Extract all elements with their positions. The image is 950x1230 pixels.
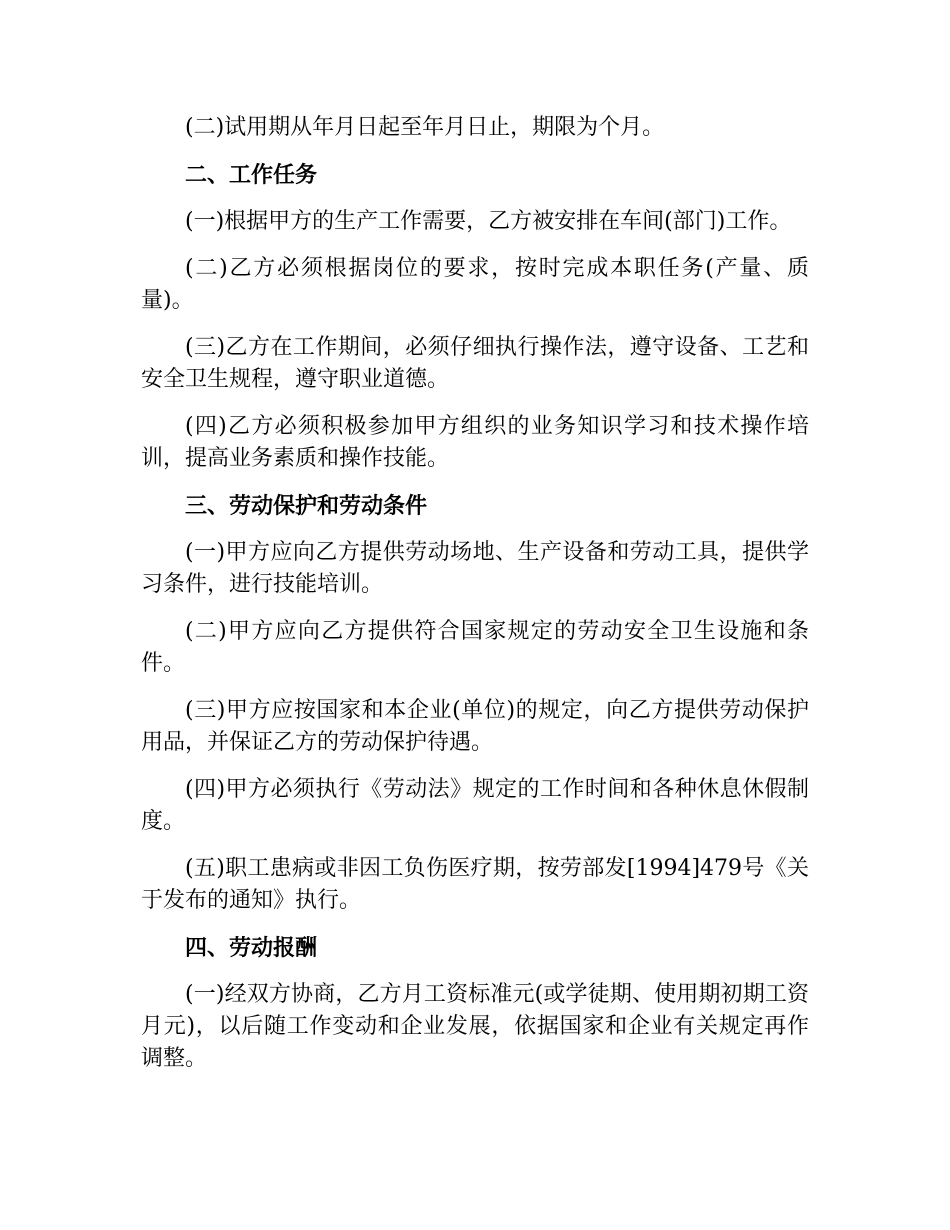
clause-training: (四)乙方必须积极参加甲方组织的业务知识学习和技术操作培训，提高业务素质和操作技能。 [141, 414, 809, 471]
section-heading-labor-protection: 三、劳动保护和劳动条件 [185, 493, 428, 519]
document-page [141, 112, 809, 1090]
clause-work-assignment: (一)根据甲方的生产工作需要，乙方被安排在车间(部门)工作。 [185, 209, 792, 234]
section-heading-remuneration: 四、劳动报酬 [185, 935, 318, 961]
clause-job-requirements: (二)乙方必须根据岗位的要求，按时完成本职任务(产量、质量)。 [141, 256, 809, 313]
clause-working-hours: (四)甲方必须执行《劳动法》规定的工作时间和各种休息休假制度。 [141, 777, 809, 834]
clause-safety-rules: (三)乙方在工作期间，必须仔细执行操作法，遵守设备、工艺和安全卫生规程，遵守职业道德。 [141, 335, 809, 392]
section-heading-work-tasks: 二、工作任务 [185, 162, 318, 188]
clause-workplace-provision: (一)甲方应向乙方提供劳动场地、生产设备和劳动工具，提供学习条件，进行技能培训。 [141, 540, 809, 597]
clause-protective-equipment: (三)甲方应按国家和本企业(单位)的规定，向乙方提供劳动保护用品，并保证乙方的劳动保护待遇。 [141, 698, 809, 755]
clause-probation-period: (二)试用期从年月日起至年月日止，期限为个月。 [185, 115, 665, 140]
clause-medical-leave: (五)职工患病或非因工负伤医疗期，按劳部发[1994]479号《关于发布的通知》执行。 [141, 856, 809, 913]
clause-safety-facilities: (二)甲方应向乙方提供符合国家规定的劳动安全卫生设施和条件。 [141, 619, 809, 676]
clause-monthly-wage: (一)经双方协商，乙方月工资标准元(或学徒期、使用期初期工资月元)，以后随工作变动和企业发展，依据国家和企业有关规定再作调整。 [141, 982, 809, 1071]
